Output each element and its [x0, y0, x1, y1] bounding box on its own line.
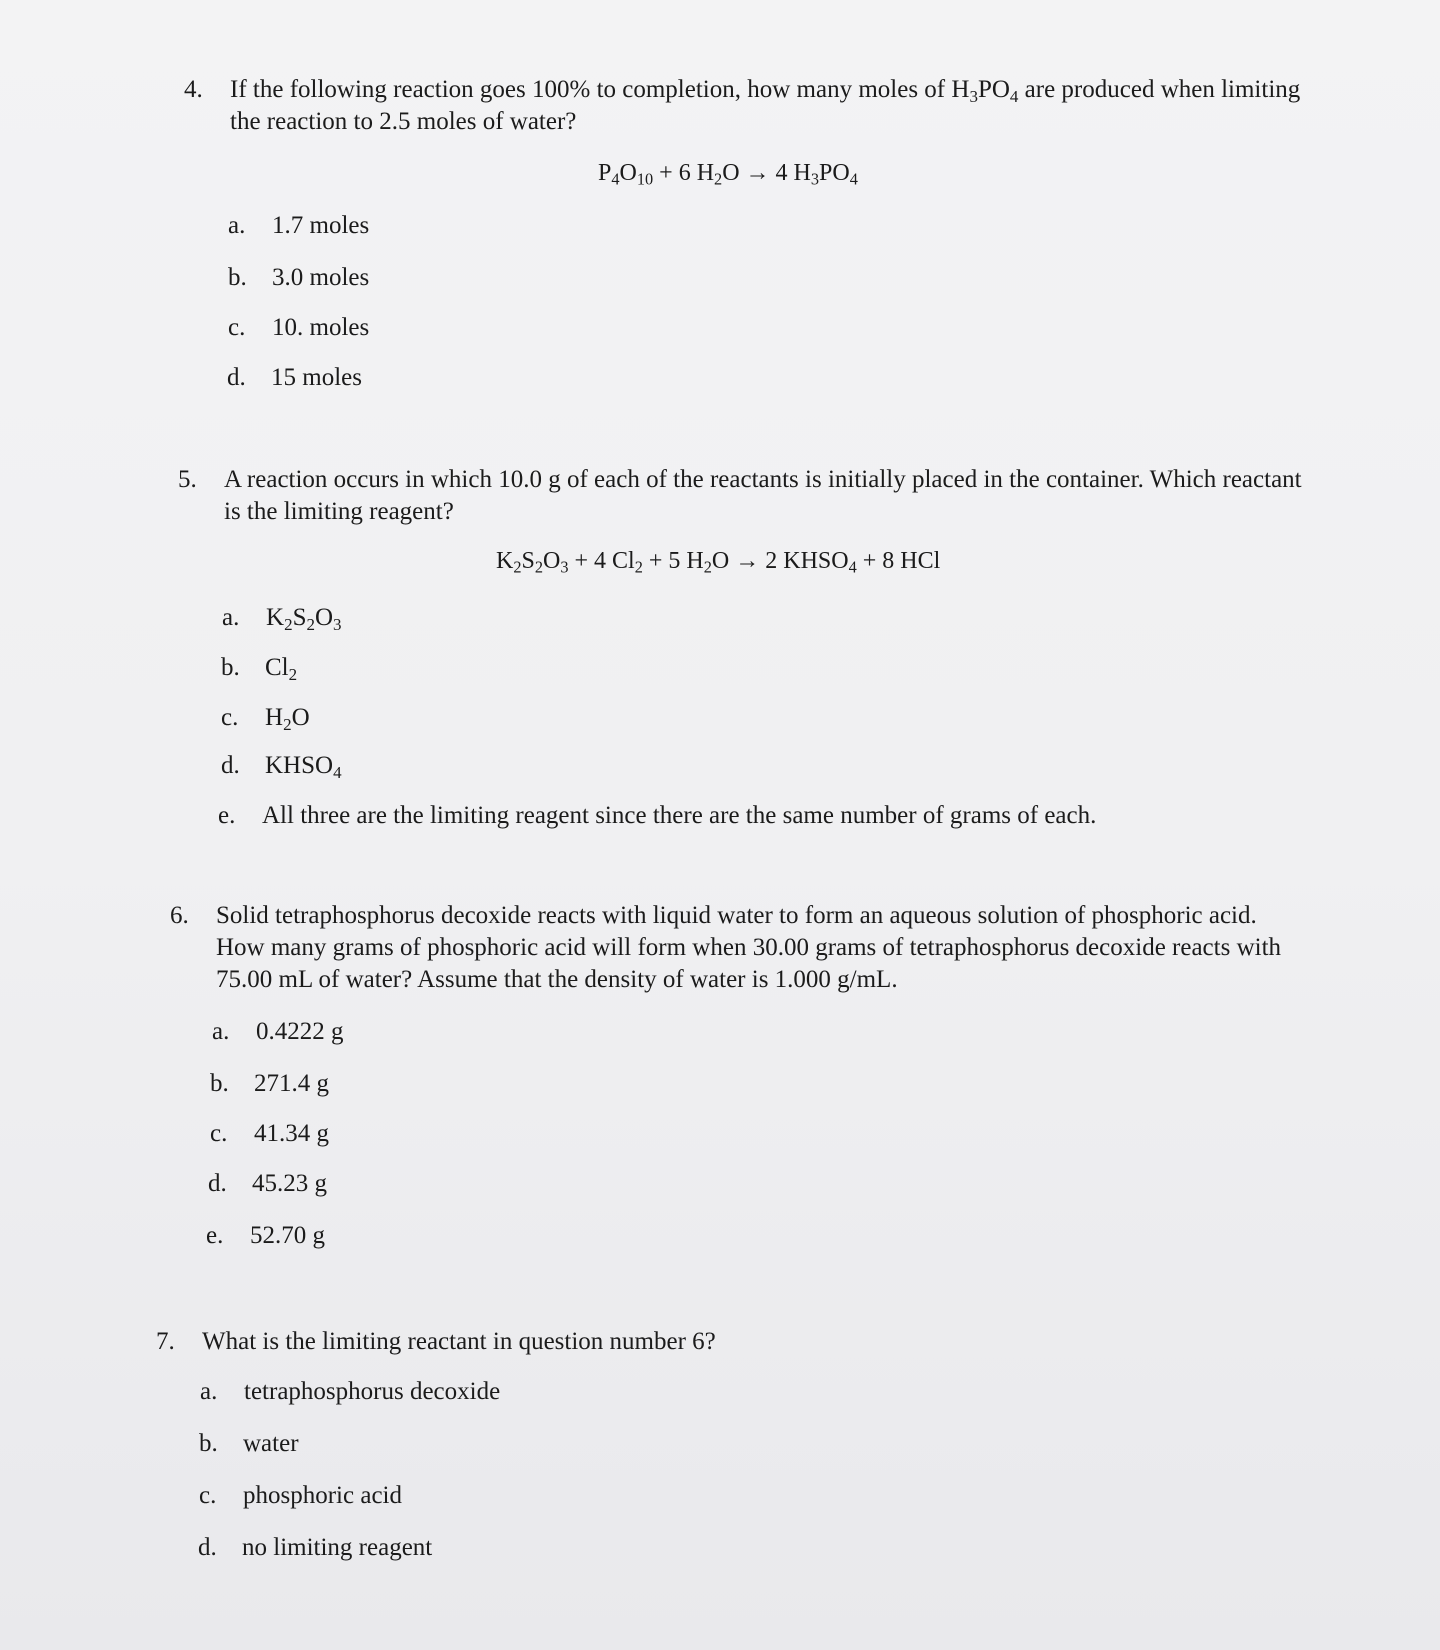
- question-5-text: A reaction occurs in which 10.0 g of each of the reactants is initially placed in the container. Which reactant is the limiting reagent?: [224, 466, 1302, 525]
- question-5-option-b[interactable]: b. $Cl_2$: [221, 654, 298, 684]
- question-5-number: 5.: [178, 466, 197, 493]
- question-4-number: 4.: [184, 76, 203, 103]
- question-6-option-c[interactable]: c. 41.34 g: [210, 1120, 329, 1147]
- question-5: [178, 464, 1308, 528]
- question-5-option-c[interactable]: c. $H_2O$: [221, 704, 310, 734]
- question-7-number: 7.: [156, 1328, 175, 1355]
- question-4-option-a[interactable]: a. 1.7 moles: [228, 212, 370, 239]
- question-4-equation: $P_4O_{10} + 6$ $H_2O \to 4$ $H_3PO_4$: [598, 160, 858, 189]
- question-5-option-e[interactable]: e. All three are the limiting reagent since there are the same number of grams of each.: [218, 802, 1097, 829]
- question-5-option-d[interactable]: d. $KHSO_4$: [221, 752, 342, 782]
- question-7-option-c[interactable]: c. phosphoric acid: [199, 1482, 402, 1509]
- question-6-option-e[interactable]: e. 52.70 g: [206, 1222, 325, 1249]
- question-4-option-d[interactable]: d. 15 moles: [227, 364, 362, 391]
- question-7-option-b[interactable]: b. water: [199, 1430, 299, 1457]
- question-6-option-b[interactable]: b. 271.4 g: [210, 1070, 329, 1097]
- question-6: [170, 900, 1300, 996]
- question-6-option-d[interactable]: d. 45.23 g: [208, 1170, 327, 1197]
- question-5-option-a[interactable]: a. $K_2S_2O_3$: [222, 604, 342, 634]
- question-4-text: If the following reaction goes 100% to completion, how many moles of $H_3PO_4$ are produced when limiting the reaction to 2.5 moles of water?: [230, 76, 1301, 135]
- question-6-text: Solid tetraphosphorus decoxide reacts with liquid water to form an aqueous solution of phosphoric acid. How many grams of phosphoric acid will form when 30.00 grams of tetraphosphorus decoxide reacts with 75.00 mL of water? Assume that the density of water is 1.000 g/mL.: [216, 902, 1282, 993]
- question-7-text: What is the limiting reactant in question number 6?: [202, 1328, 716, 1355]
- question-4-option-c[interactable]: c. 10. moles: [228, 314, 370, 341]
- question-7-option-a[interactable]: a. tetraphosphorus decoxide: [200, 1378, 501, 1405]
- question-7: [156, 1326, 1286, 1358]
- question-5-equation: $K_2S_2O_3 + 4$ $Cl_2 + 5$ $H_2O \to 2$ $KHSO_4 + 8$ HCl: [496, 548, 941, 577]
- question-4-option-b[interactable]: b. 3.0 moles: [228, 264, 370, 291]
- question-6-option-a[interactable]: a. 0.4222 g: [212, 1018, 344, 1045]
- question-7-option-d[interactable]: d. no limiting reagent: [198, 1534, 433, 1561]
- question-4: [184, 74, 1314, 138]
- question-6-number: 6.: [170, 902, 189, 929]
